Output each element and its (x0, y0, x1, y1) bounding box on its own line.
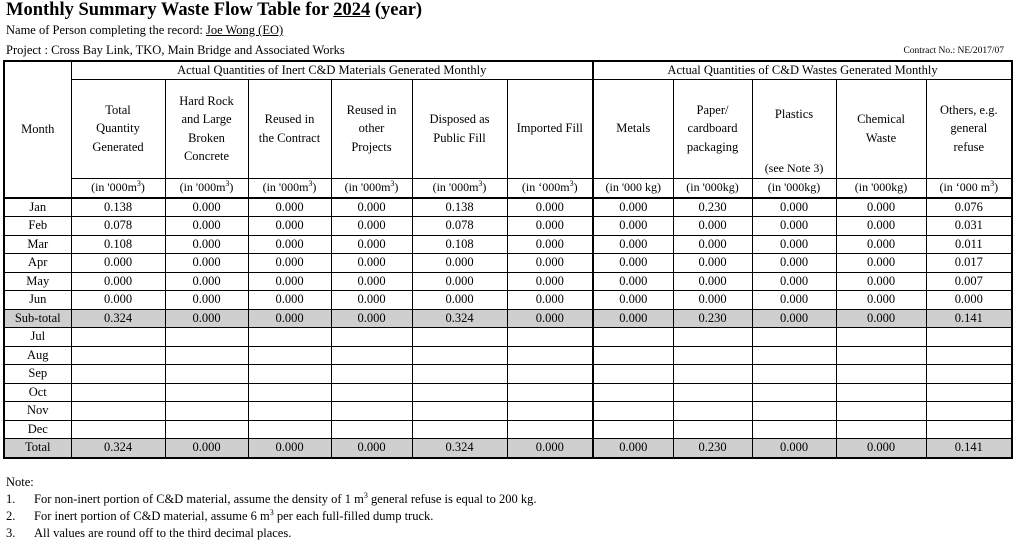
group-waste-header: Actual Quantities of C&D Wastes Generated Monthly (593, 61, 1012, 79)
value-cell (331, 365, 412, 384)
value-cell (412, 365, 507, 384)
value-cell: 0.011 (926, 235, 1012, 254)
value-cell (71, 346, 165, 365)
value-cell: 0.000 (752, 217, 836, 236)
value-cell: 0.000 (673, 217, 752, 236)
value-cell: 0.000 (507, 309, 593, 328)
month-cell: Total (4, 439, 71, 458)
value-cell (507, 365, 593, 384)
value-cell (752, 346, 836, 365)
value-cell: 0.141 (926, 439, 1012, 458)
value-cell (593, 328, 673, 347)
value-cell: 0.000 (248, 291, 331, 310)
value-cell: 0.138 (412, 198, 507, 217)
value-cell: 0.000 (331, 439, 412, 458)
value-cell: 0.000 (331, 235, 412, 254)
value-cell (507, 420, 593, 439)
value-cell: 0.000 (331, 254, 412, 273)
value-cell: 0.000 (248, 254, 331, 273)
column-header-8: Paper/ cardboard packaging (673, 79, 752, 178)
value-cell (593, 346, 673, 365)
see-note-label: (see Note 3) (764, 160, 824, 175)
value-cell (248, 346, 331, 365)
value-cell: 0.000 (752, 272, 836, 291)
value-cell: 0.000 (593, 235, 673, 254)
value-cell: 0.000 (412, 254, 507, 273)
value-cell (507, 346, 593, 365)
month-cell: Jan (4, 198, 71, 217)
note-item: 2. For inert portion of C&D material, assume 6 $m^3$ per each full-filled dump truck. (6, 507, 434, 523)
unit-label-2: (in '$000m^3$) (165, 178, 248, 198)
value-cell: 0.000 (71, 272, 165, 291)
value-cell: 0.000 (507, 217, 593, 236)
value-cell: 0.000 (836, 272, 926, 291)
value-cell: 0.000 (752, 291, 836, 310)
value-cell: 0.000 (331, 309, 412, 328)
month-cell: Jul (4, 328, 71, 347)
value-cell: 0.000 (165, 291, 248, 310)
project-line: Project : Cross Bay Link, TKO, Main Bridge and Associated Works (6, 43, 345, 57)
value-cell (507, 328, 593, 347)
value-cell (836, 365, 926, 384)
value-cell (673, 383, 752, 402)
value-cell (673, 365, 752, 384)
notes-title: Note: (6, 475, 34, 489)
value-cell: 0.000 (752, 254, 836, 273)
table-row (4, 346, 1012, 365)
value-cell: 0.000 (593, 254, 673, 273)
table-row (4, 420, 1012, 439)
value-cell: 0.000 (507, 198, 593, 217)
value-cell: 0.000 (836, 217, 926, 236)
value-cell: 0.000 (412, 291, 507, 310)
value-cell (248, 365, 331, 384)
value-cell (752, 383, 836, 402)
unit-label-7: (in '000 kg) (593, 178, 673, 198)
value-cell (165, 365, 248, 384)
table-row (4, 254, 1012, 273)
value-cell (673, 420, 752, 439)
value-cell: 0.000 (507, 235, 593, 254)
value-cell: 0.108 (71, 235, 165, 254)
month-cell: May (4, 272, 71, 291)
value-cell: 0.230 (673, 439, 752, 458)
month-cell: Aug (4, 346, 71, 365)
value-cell (507, 383, 593, 402)
value-cell: 0.000 (165, 198, 248, 217)
value-cell (331, 420, 412, 439)
value-cell: 0.000 (71, 291, 165, 310)
value-cell: 0.141 (926, 309, 1012, 328)
month-cell: Mar (4, 235, 71, 254)
value-cell: 0.000 (673, 272, 752, 291)
value-cell (331, 402, 412, 421)
value-cell: 0.000 (248, 217, 331, 236)
column-header-4: Reused in other Projects (331, 79, 412, 178)
page-title: Monthly Summary Waste Flow Table for 2024 (year) (6, 0, 423, 20)
value-cell (248, 328, 331, 347)
value-cell (673, 328, 752, 347)
table-row (4, 328, 1012, 347)
value-cell: 0.078 (71, 217, 165, 236)
value-cell (331, 346, 412, 365)
value-cell: 0.000 (593, 198, 673, 217)
value-cell (593, 383, 673, 402)
value-cell: 0.017 (926, 254, 1012, 273)
column-header-1: Total Quantity Generated (71, 79, 165, 178)
value-cell: 0.000 (752, 439, 836, 458)
month-cell: Nov (4, 402, 71, 421)
contract-number: Contract No.: NE/2017/07 (903, 46, 1004, 56)
table-row (4, 402, 1012, 421)
value-cell (752, 402, 836, 421)
month-header: Month (4, 61, 71, 198)
value-cell: 0.000 (248, 439, 331, 458)
value-cell: 0.000 (248, 235, 331, 254)
value-cell (331, 383, 412, 402)
value-cell (165, 383, 248, 402)
value-cell: 0.000 (836, 198, 926, 217)
value-cell: 0.000 (593, 291, 673, 310)
summary-row (4, 309, 1012, 328)
value-cell: 0.000 (752, 198, 836, 217)
value-cell: 0.000 (165, 235, 248, 254)
month-cell: Oct (4, 383, 71, 402)
notes-section (6, 475, 537, 543)
month-cell: Apr (4, 254, 71, 273)
value-cell: 0.000 (165, 217, 248, 236)
value-cell (926, 383, 1012, 402)
value-cell: 0.000 (165, 439, 248, 458)
value-cell: 0.000 (331, 198, 412, 217)
value-cell: 0.000 (836, 235, 926, 254)
unit-label-5: (in '$000m^3$) (412, 178, 507, 198)
value-cell: 0.000 (752, 235, 836, 254)
value-cell (673, 346, 752, 365)
value-cell (248, 383, 331, 402)
month-cell: Jun (4, 291, 71, 310)
table-row (4, 235, 1012, 254)
value-cell: 0.230 (673, 309, 752, 328)
month-cell: Feb (4, 217, 71, 236)
value-cell: 0.000 (331, 217, 412, 236)
month-cell: Sub-total (4, 309, 71, 328)
note-item: 1. For non-inert portion of C&D material, assume the density of 1 $m^3$ general refuse is equal to 200 kg. (6, 490, 537, 506)
value-cell: 0.076 (926, 198, 1012, 217)
table-row (4, 272, 1012, 291)
group-inert-header: Actual Quantities of Inert C&D Materials Generated Monthly (71, 61, 593, 79)
value-cell: 0.031 (926, 217, 1012, 236)
value-cell (673, 402, 752, 421)
value-cell: 0.000 (752, 309, 836, 328)
value-cell (71, 365, 165, 384)
value-cell: 0.000 (71, 254, 165, 273)
table-row (4, 365, 1012, 384)
table-row (4, 217, 1012, 236)
value-cell (836, 402, 926, 421)
value-cell: 0.324 (412, 439, 507, 458)
value-cell (71, 402, 165, 421)
column-header-5: Disposed as Public Fill (412, 79, 507, 178)
value-cell: 0.000 (507, 439, 593, 458)
value-cell: 0.000 (331, 272, 412, 291)
value-cell: 0.000 (507, 254, 593, 273)
value-cell (412, 328, 507, 347)
value-cell: 0.000 (165, 309, 248, 328)
month-cell: Dec (4, 420, 71, 439)
value-cell (331, 328, 412, 347)
value-cell (752, 365, 836, 384)
value-cell (165, 346, 248, 365)
value-cell: 0.000 (593, 439, 673, 458)
value-cell (71, 420, 165, 439)
value-cell: 0.000 (836, 291, 926, 310)
column-header-11: Others, e.g. general refuse (926, 79, 1012, 178)
unit-label-11: (in ‘000 $m^3$) (926, 178, 1012, 198)
unit-label-6: (in ‘$000m^3$) (507, 178, 593, 198)
unit-label-4: (in '$000m^3$) (331, 178, 412, 198)
value-cell (752, 420, 836, 439)
value-cell (593, 365, 673, 384)
unit-label-3: (in '$000m^3$) (248, 178, 331, 198)
value-cell: 0.007 (926, 272, 1012, 291)
person-name: Joe Wong (EO) (205, 23, 284, 37)
value-cell: 0.000 (836, 254, 926, 273)
value-cell (248, 420, 331, 439)
value-cell (836, 420, 926, 439)
column-header-7: Metals (593, 79, 673, 178)
value-cell: 0.000 (673, 235, 752, 254)
value-cell: 0.000 (926, 291, 1012, 310)
summary-row (4, 439, 1012, 458)
column-header-3: Reused in the Contract (248, 79, 331, 178)
note-item: 3. All values are round off to the third decimal places. (6, 526, 292, 540)
value-cell: 0.000 (248, 198, 331, 217)
value-cell (412, 383, 507, 402)
value-cell: 0.000 (507, 272, 593, 291)
value-cell: 0.138 (71, 198, 165, 217)
value-cell (926, 420, 1012, 439)
value-cell: 0.324 (412, 309, 507, 328)
table-row (4, 383, 1012, 402)
value-cell: 0.000 (507, 291, 593, 310)
value-cell (71, 383, 165, 402)
value-cell: 0.078 (412, 217, 507, 236)
value-cell: 0.000 (593, 309, 673, 328)
value-cell (836, 346, 926, 365)
value-cell (412, 420, 507, 439)
value-cell (926, 328, 1012, 347)
waste-flow-table (3, 60, 1013, 459)
value-cell: 0.000 (331, 291, 412, 310)
value-cell (165, 420, 248, 439)
person-line: Name of Person completing the record: Joe Wong (EO) (6, 23, 284, 37)
value-cell (71, 328, 165, 347)
value-cell: 0.000 (593, 272, 673, 291)
value-cell: 0.108 (412, 235, 507, 254)
unit-label-10: (in '000kg) (836, 178, 926, 198)
value-cell (412, 346, 507, 365)
value-cell: 0.230 (673, 198, 752, 217)
value-cell: 0.000 (412, 272, 507, 291)
value-cell: 0.000 (673, 291, 752, 310)
value-cell: 0.324 (71, 309, 165, 328)
value-cell: 0.000 (165, 272, 248, 291)
value-cell: 0.324 (71, 439, 165, 458)
value-cell: 0.000 (836, 439, 926, 458)
column-header-10: Chemical Waste (836, 79, 926, 178)
table-row (4, 291, 1012, 310)
table-row (4, 198, 1012, 217)
value-cell: 0.000 (593, 217, 673, 236)
value-cell (507, 402, 593, 421)
value-cell: 0.000 (673, 254, 752, 273)
value-cell (836, 383, 926, 402)
unit-label-1: (in '$000m^3$) (71, 178, 165, 198)
value-cell: 0.000 (165, 254, 248, 273)
unit-label-9: (in '000kg) (752, 178, 836, 198)
value-cell (836, 328, 926, 347)
unit-label-8: (in '000kg) (673, 178, 752, 198)
value-cell: 0.000 (836, 309, 926, 328)
value-cell (926, 365, 1012, 384)
value-cell (752, 328, 836, 347)
value-cell: 0.000 (248, 272, 331, 291)
value-cell (593, 402, 673, 421)
value-cell (412, 402, 507, 421)
year-value: 2024 (333, 0, 371, 20)
value-cell (165, 328, 248, 347)
value-cell (593, 420, 673, 439)
column-header-6: Imported Fill (507, 79, 593, 178)
month-cell: Sep (4, 365, 71, 384)
value-cell (165, 402, 248, 421)
value-cell (926, 346, 1012, 365)
column-header-2: Hard Rock and Large Broken Concrete (165, 79, 248, 178)
value-cell (926, 402, 1012, 421)
value-cell: 0.000 (248, 309, 331, 328)
column-header-9: Plastics (see Note 3) (752, 79, 836, 178)
value-cell (248, 402, 331, 421)
